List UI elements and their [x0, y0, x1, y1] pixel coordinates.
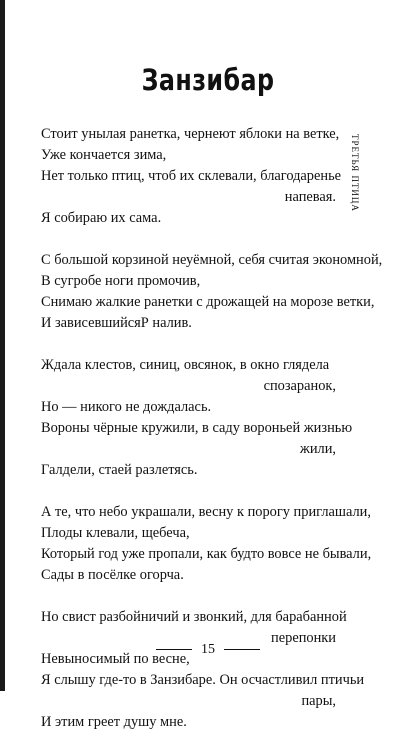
poem-line: И этим греет душу мне. — [41, 714, 187, 730]
poem-line: Нет только птиц, чтоб их склевали, благодаренье — [41, 168, 342, 184]
poem-line: жили, — [299, 441, 336, 457]
poem-line: пары, — [301, 693, 336, 709]
poem-line: Но — никого не дождалась. — [41, 399, 212, 415]
stanza-gap — [41, 481, 336, 502]
poem-line: Который год уже пропали, как будто вовсе не бывали, — [41, 546, 372, 562]
poem-line: Я собираю их сама. — [41, 210, 162, 226]
poem-line: Вороны чёрные кружили, в саду вороньей жизнью — [41, 420, 353, 436]
poem-line: Но свист разбойничий и звонкий, для барабанной — [41, 609, 347, 625]
running-head: ТРЕТЬЯ ПТИЦА — [350, 134, 360, 212]
poem-line: В сугробе ноги промочив, — [41, 273, 201, 289]
poem-line: С большой корзиной неуёмной, себя считая экономной, — [41, 252, 383, 268]
poem-line: Уже кончается зима, — [41, 147, 167, 163]
poem-line: Стоит унылая ранетка, чернеют яблоки на ветке, — [41, 126, 340, 142]
stanza-gap — [41, 334, 336, 355]
poem-line: Снимаю жалкие ранетки с дрожащей на морозе ветки, — [41, 294, 375, 310]
page-footer — [0, 642, 416, 658]
poem-line: Ждала клестов, синиц, овсянок, в окно глядела — [41, 357, 330, 373]
poem-line: спозаранок, — [263, 378, 336, 394]
poem-line: перепонки — [271, 630, 336, 646]
poem-line: Галдели, стаей разлетясь. — [41, 462, 198, 478]
poem-line: Сады в посёлке огорча. — [41, 567, 184, 583]
footer-rule-left — [156, 649, 192, 650]
page-edge-shadow — [0, 0, 5, 691]
poem-line: И зависевшийсяР налив. — [41, 315, 192, 331]
poem-title: Занзибар — [141, 63, 275, 97]
poem-line: А те, что небо украшали, весну к порогу приглашали, — [41, 504, 371, 520]
page-number: 15 — [201, 642, 215, 657]
stanza-gap — [41, 229, 336, 250]
stanza-gap — [41, 586, 336, 607]
poem-line: Плоды клевали, щебеча, — [41, 525, 190, 541]
poem-line: Я слышу где-то в Занзибаре. Он осчастливил птичьи — [41, 672, 365, 688]
poem-line: Невыносимый по весне, — [41, 651, 190, 667]
footer-rule-right — [224, 649, 260, 650]
poem-line: напевая. — [284, 189, 336, 205]
